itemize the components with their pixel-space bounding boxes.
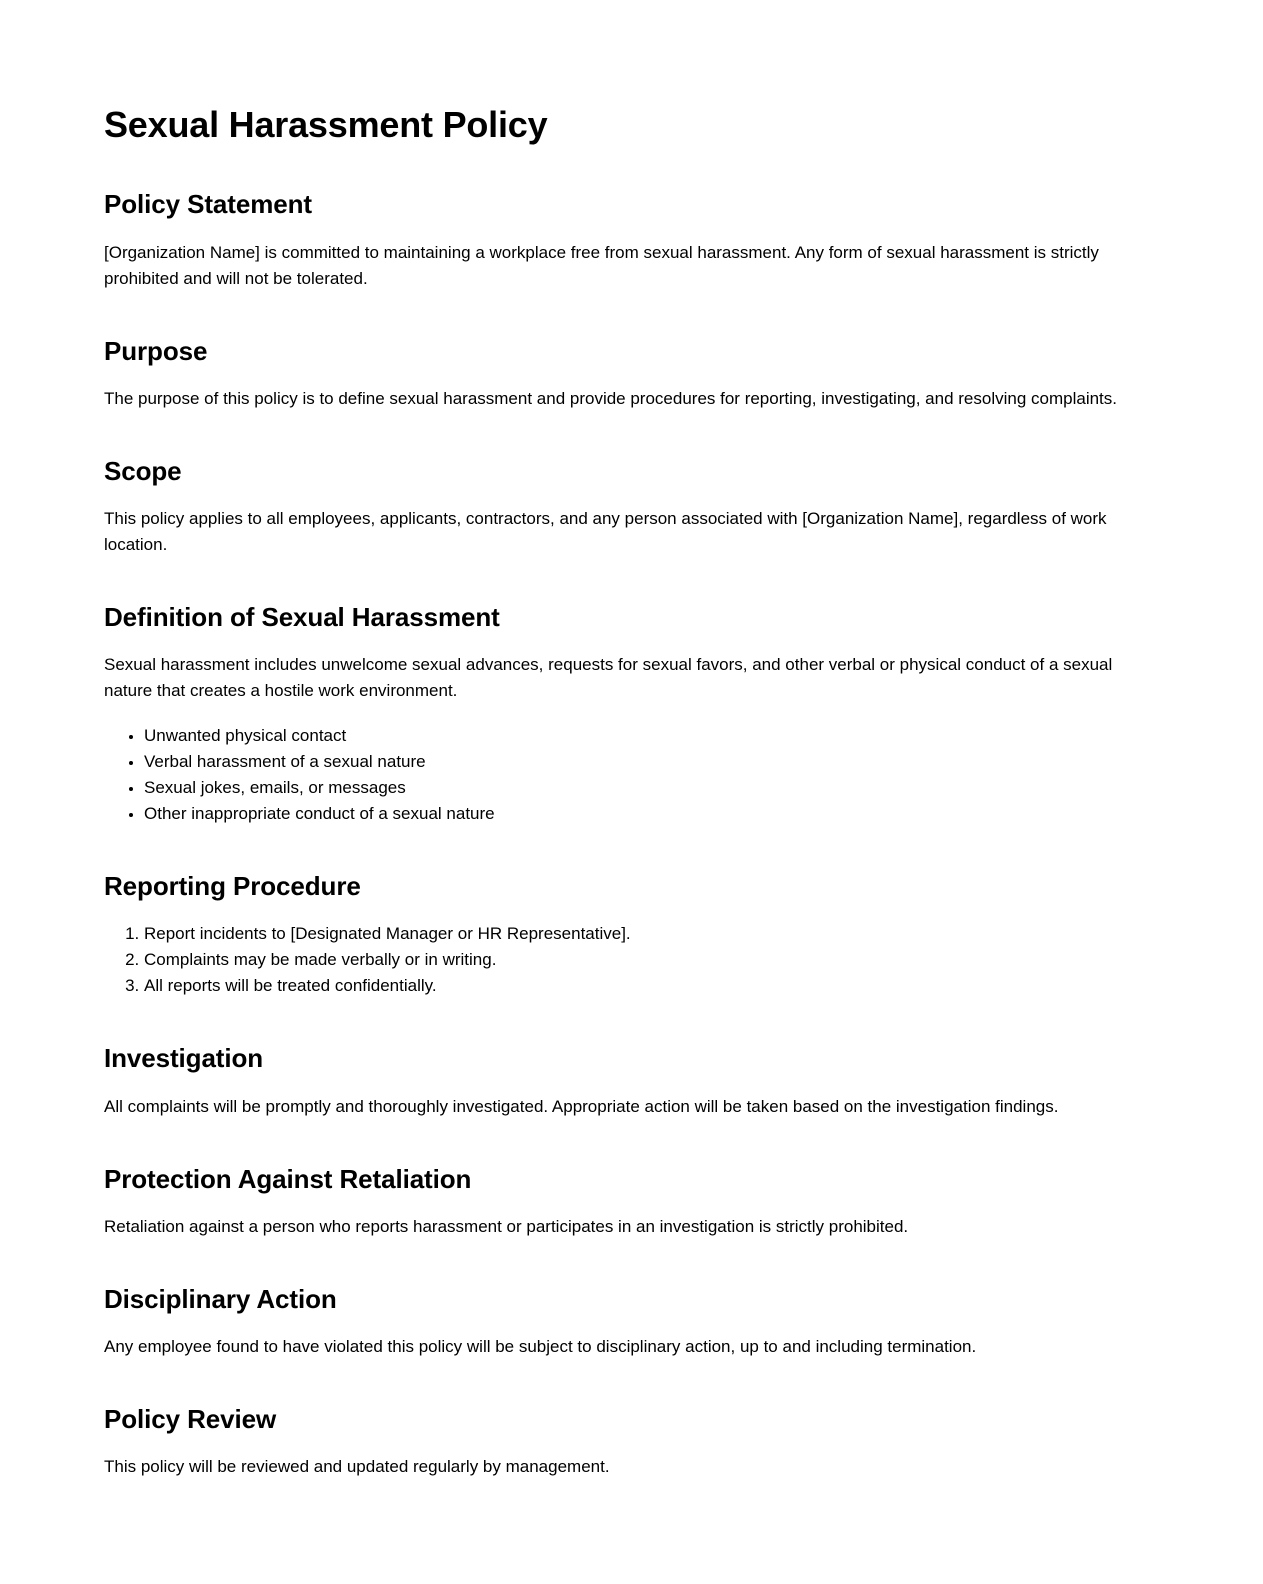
list-item: 3. All reports will be treated confidentially.: [144, 973, 1150, 999]
section-scope: [104, 456, 1150, 558]
section-paragraph-protection-against-retaliation: Retaliation against a person who reports harassment or participates in an investigation is strictly prohibited.: [104, 1216, 909, 1236]
section-policy-statement: [104, 189, 1150, 291]
list-item: • Other inappropriate conduct of a sexual nature: [144, 801, 1150, 827]
section-heading-policy-review: Policy Review: [104, 1403, 277, 1434]
section-paragraph-policy-statement: [Organization Name] is committed to maintaining a workplace free from sexual harassment. Any form of sexual harassment is strictly prohibited and will not be tolerated.: [104, 242, 1099, 288]
section-heading-policy-statement: Policy Statement: [104, 189, 312, 220]
section-heading-protection-against-retaliation: Protection Against Retaliation: [104, 1163, 472, 1194]
section-heading-disciplinary-action: Disciplinary Action: [104, 1283, 337, 1314]
section-investigation: [104, 1043, 1150, 1119]
section-heading-scope: Scope: [104, 455, 182, 486]
reporting-procedure-steps: [104, 921, 1150, 999]
list-item: • Unwanted physical contact: [144, 723, 1150, 749]
list-item: 2. Complaints may be made verbally or in writing.: [144, 947, 1150, 973]
section-protection-against-retaliation: [104, 1164, 1150, 1240]
section-heading-investigation: Investigation: [104, 1043, 264, 1074]
section-heading-reporting-procedure: Reporting Procedure: [104, 871, 361, 902]
section-paragraph-policy-review: This policy will be reviewed and updated regularly by management.: [104, 1457, 610, 1477]
section-paragraph-definition: Sexual harassment includes unwelcome sexual advances, requests for sexual favors, and other verbal or physical conduct of a sexual nature that creates a hostile work environment.: [104, 655, 1113, 701]
list-item: • Verbal harassment of a sexual nature: [144, 749, 1150, 775]
section-paragraph-scope: This policy applies to all employees, applicants, contractors, and any person associated with [Organization Name], regardless of work location.: [104, 508, 1107, 554]
section-disciplinary-action: [104, 1284, 1150, 1360]
section-definition-of-sexual-harassment: [104, 602, 1150, 827]
section-paragraph-purpose: The purpose of this policy is to define sexual harassment and provide procedures for reporting, investigating, and resolving complaints.: [104, 388, 1118, 408]
section-paragraph-investigation: All complaints will be promptly and thoroughly investigated. Appropriate action will be taken based on the investigation findings.: [104, 1096, 1059, 1116]
section-reporting-procedure: [104, 871, 1150, 999]
definition-bullet-list: [104, 723, 1150, 827]
list-item: 1. Report incidents to [Designated Manager or HR Representative].: [144, 921, 1150, 947]
section-heading-definition: Definition of Sexual Harassment: [104, 601, 500, 632]
section-policy-review: [104, 1404, 1150, 1480]
section-heading-purpose: Purpose: [104, 335, 208, 366]
policy-document: [104, 104, 1150, 1480]
list-item: • Sexual jokes, emails, or messages: [144, 775, 1150, 801]
section-paragraph-disciplinary-action: Any employee found to have violated this policy will be subject to disciplinary action, up to and including termination.: [104, 1336, 977, 1356]
page-title: Sexual Harassment Policy: [104, 104, 548, 145]
section-purpose: [104, 336, 1150, 412]
